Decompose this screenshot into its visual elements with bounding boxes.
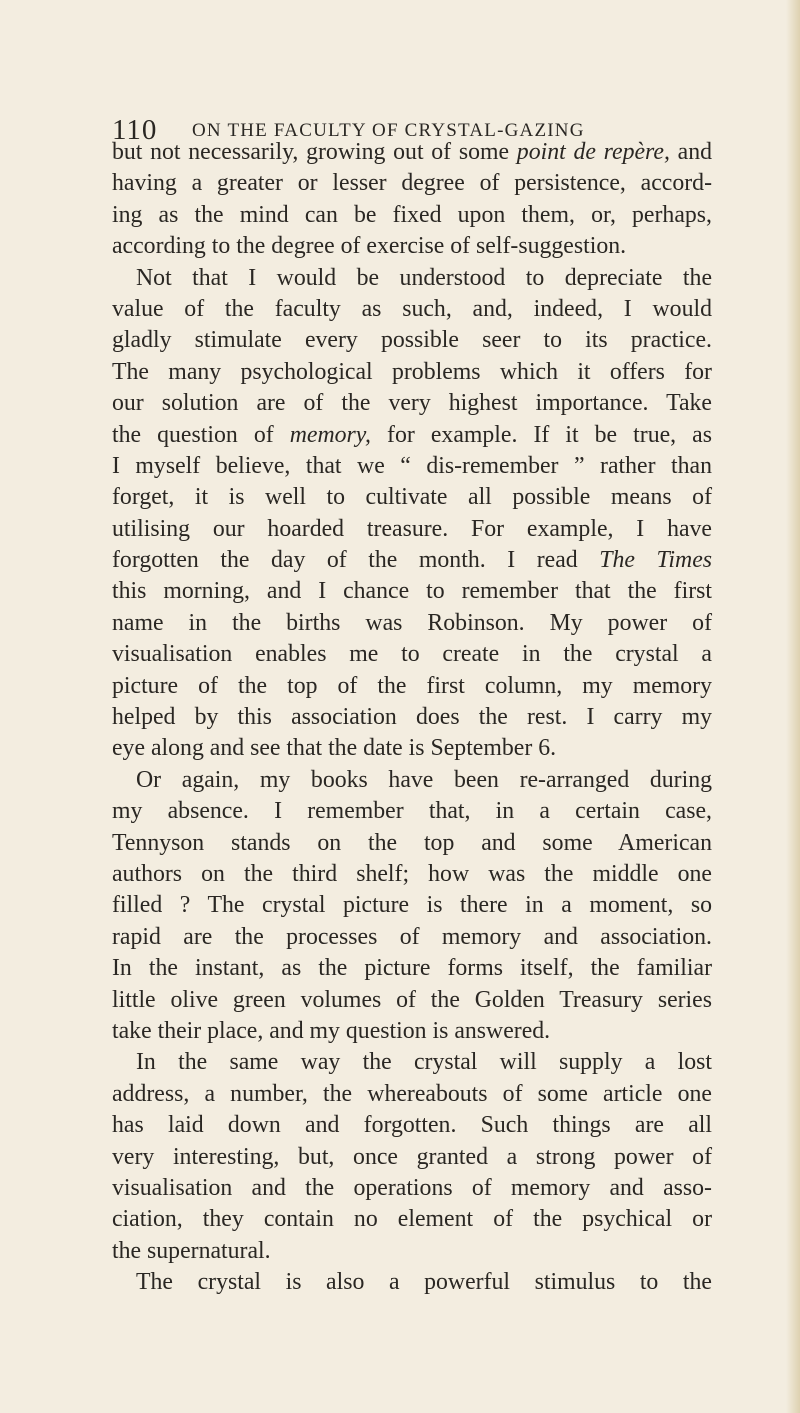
text-line: forgotten the day of the month. I read The Times xyxy=(112,547,713,574)
text-line: utilising our hoarded treasure. For example, I have xyxy=(112,515,712,542)
text-line: I myself believe, that we “ dis-remember ” rather than xyxy=(112,452,712,479)
paragraph-start-line: Not that I would be understood to depreciate the xyxy=(136,264,712,291)
text-line: authors on the third shelf; how was the middle one xyxy=(112,860,712,887)
text-line: ing as the mind can be fixed upon them, or, perhaps, xyxy=(112,201,712,228)
text-line: gladly stimulate every possible seer to its practice. xyxy=(112,327,712,354)
text-line: value of the faculty as such, and, indeed, I would xyxy=(112,295,712,322)
text-line: forget, it is well to cultivate all possible means of xyxy=(112,484,712,511)
paragraph-start-line: The crystal is also a powerful stimulus to the xyxy=(136,1269,712,1296)
paragraph-start-line: In the same way the crystal will supply a lost xyxy=(136,1049,712,1076)
paragraph-end-line: eye along and see that the date is September 6. xyxy=(112,735,557,762)
paragraph-end-line: according to the degree of exercise of self-suggestion. xyxy=(112,233,627,260)
text-line: has laid down and forgotten. Such things are all xyxy=(112,1112,712,1139)
text-line: the question of memory, for example. If it be true, as xyxy=(112,421,712,448)
body-text xyxy=(112,137,712,1298)
paragraph-start-line: Or again, my books have been re-arranged during xyxy=(136,766,712,793)
text-line: but not necessarily, growing out of some point de repère, and xyxy=(112,139,713,165)
text-line: rapid are the processes of memory and association. xyxy=(112,923,712,950)
text-line: my absence. I remember that, in a certain case, xyxy=(112,798,712,825)
running-title: ON THE FACULTY OF CRYSTAL-GAZING xyxy=(192,120,585,141)
paragraph-end-line: take their place, and my question is answered. xyxy=(112,1017,551,1044)
text-line: our solution are of the very highest importance. Take xyxy=(112,390,712,417)
text-line: filled ? The crystal picture is there in a moment, so xyxy=(112,892,712,919)
text-line: visualisation enables me to create in the crystal a xyxy=(112,641,712,668)
text-line: ciation, they contain no element of the psychical or xyxy=(112,1206,712,1233)
text-line: this morning, and I chance to remember that the first xyxy=(112,578,712,605)
text-line: The many psychological problems which it offers for xyxy=(112,358,712,385)
text-line: name in the births was Robinson. My power of xyxy=(112,609,712,636)
text-line: In the instant, as the picture forms itself, the familiar xyxy=(112,955,712,982)
text-line: very interesting, but, once granted a strong power of xyxy=(112,1143,712,1170)
text-line: helped by this association does the rest. I carry my xyxy=(112,704,712,731)
text-line: address, a number, the whereabouts of some article one xyxy=(112,1080,712,1107)
text-line: having a greater or lesser degree of persistence, accord- xyxy=(112,170,712,197)
text-line: little olive green volumes of the Golden Treasury series xyxy=(112,986,712,1013)
text-line: visualisation and the operations of memory and asso- xyxy=(112,1174,712,1201)
paragraph-end-line: the supernatural. xyxy=(112,1237,271,1264)
page-number: 110 xyxy=(112,114,158,146)
text-line: Tennyson stands on the top and some American xyxy=(112,829,712,856)
page-edge-shadow xyxy=(786,0,800,1413)
text-line: picture of the top of the first column, my memory xyxy=(112,672,712,699)
